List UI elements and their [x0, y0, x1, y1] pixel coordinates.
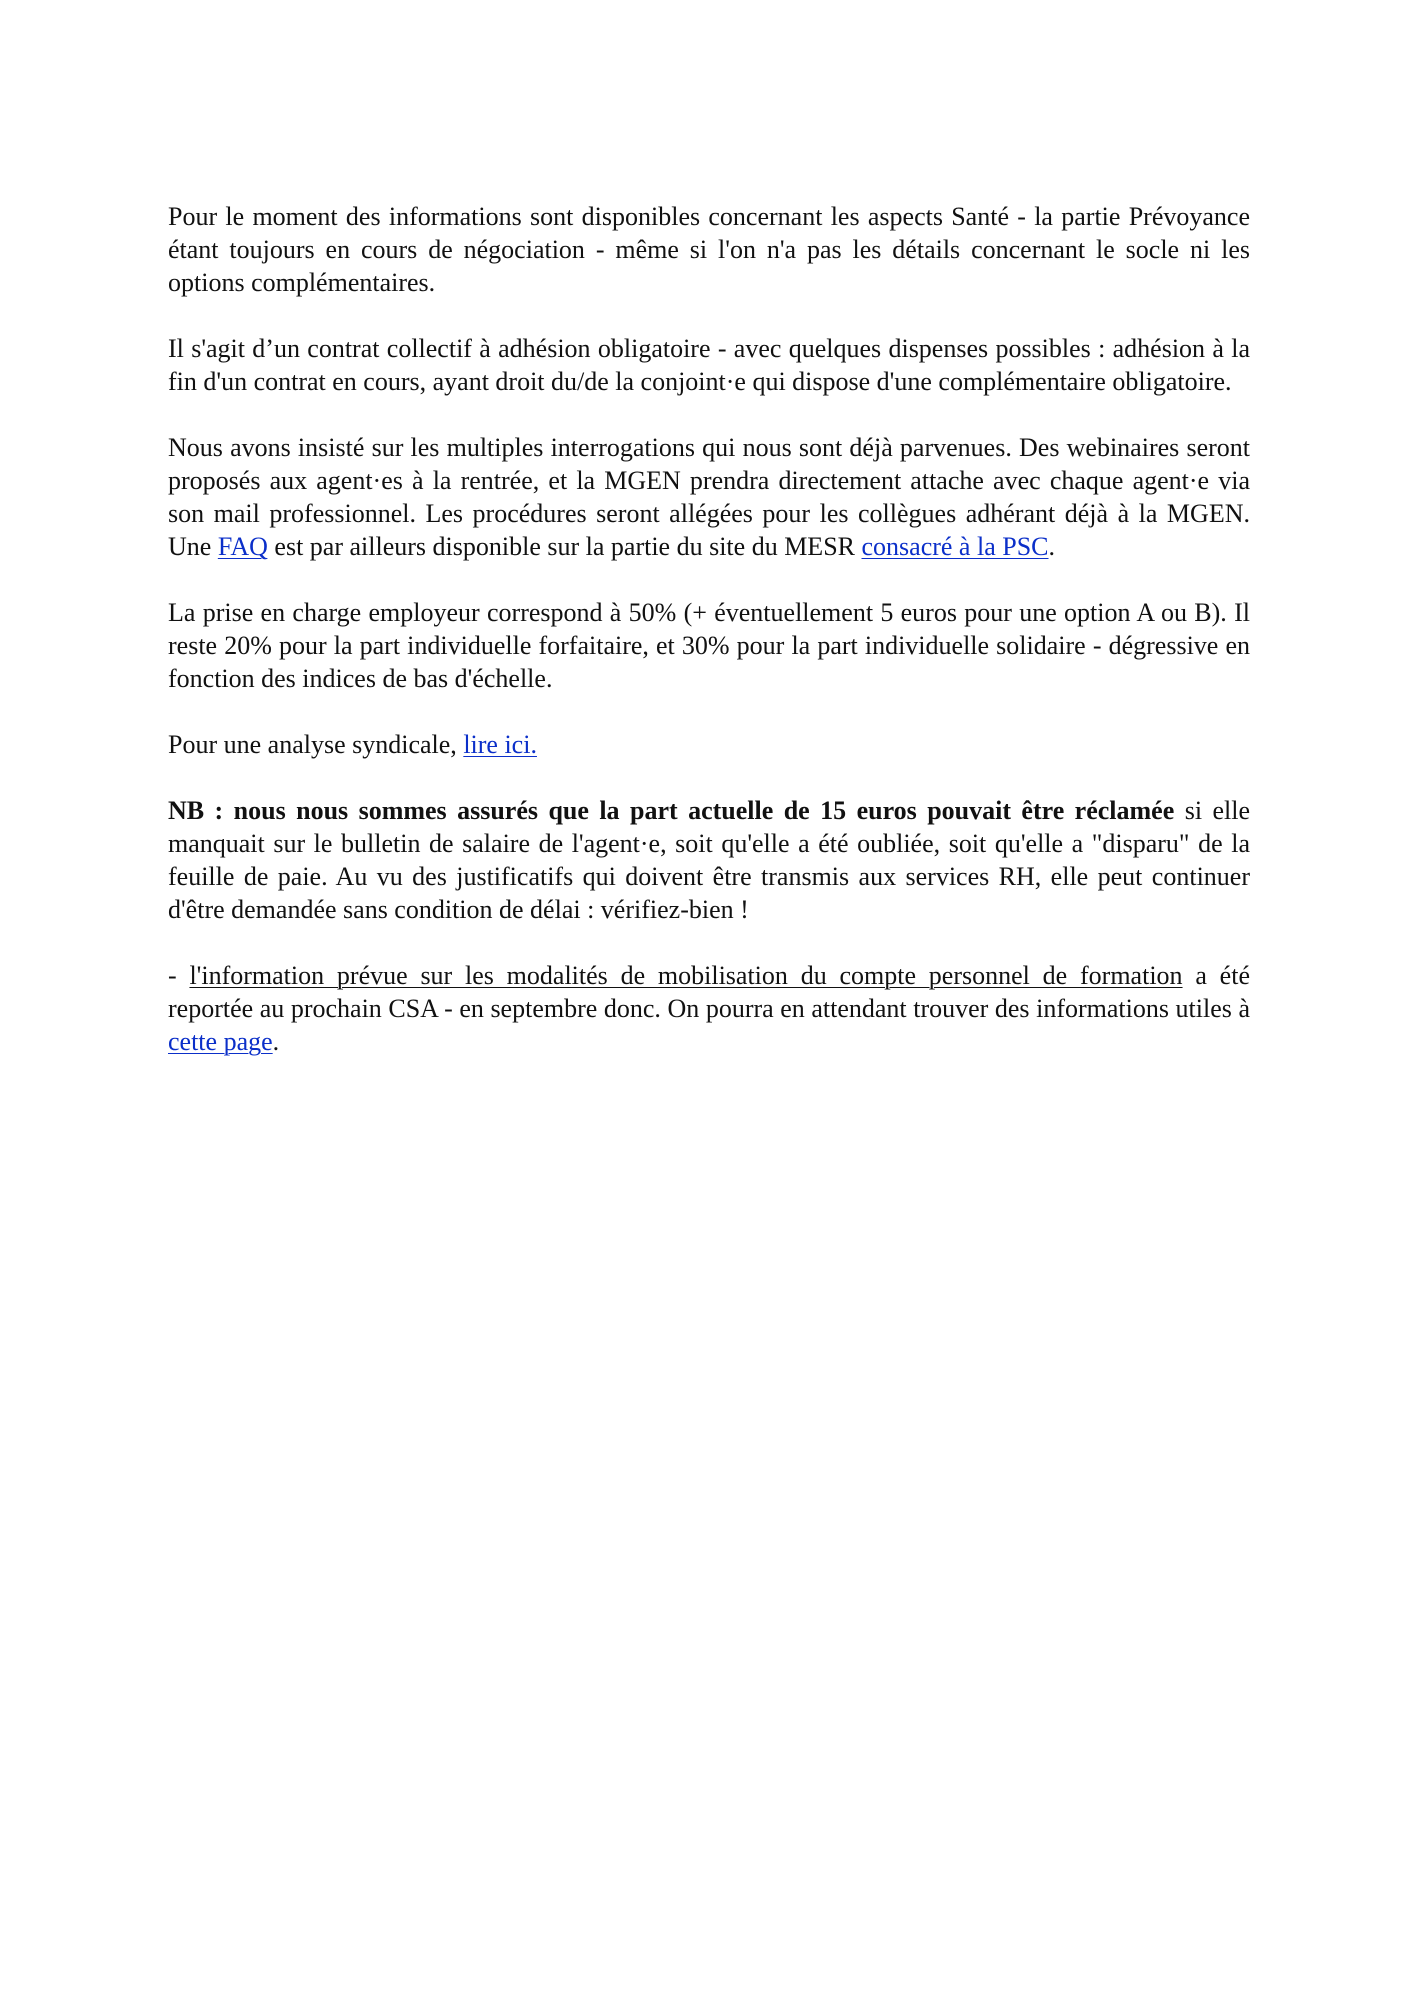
paragraph-text: est par ailleurs disponible sur la partie du site du MESR [267, 532, 862, 561]
paragraph-sante-prevoyance: Pour le moment des informations sont disponibles concernant les aspects Santé - la partie Prévoyance étant toujours en cours de négociation - même si l'on n'a pas les détails concernant le socle ni les options complémentaires. [168, 202, 1250, 297]
paragraph-text: Pour une analyse syndicale, [168, 730, 464, 759]
document-page [168, 200, 1250, 1091]
paragraph-text: . [1048, 532, 1056, 561]
paragraph-text: si elle manquait sur le bulletin de salaire de l'agent·e, soit qu'elle a été oubliée, soit qu'elle a "disparu" de la feuille de paie. Au vu des justificatifs qui doivent être transmis aux services RH, elle peut continuer d'être demandée sans condition de délai : vérifiez-bien ! [168, 796, 1251, 924]
paragraph-prefix: - [168, 961, 190, 990]
analyse-syndicale-link[interactable]: lire ici. [463, 730, 537, 759]
paragraph-interrogations [168, 431, 1250, 563]
paragraph-contrat-collectif: Il s'agit d’un contrat collectif à adhésion obligatoire - avec quelques dispenses possibles : adhésion à la fin d'un contrat en cours, ayant droit du/de la conjoint·e qui dispose d'une complémentaire obligatoire. [168, 334, 1250, 396]
paragraph-compte-formation [168, 959, 1250, 1058]
cette-page-link[interactable]: cette page [168, 1027, 273, 1056]
paragraph-text: Nous avons insisté sur les multiples interrogations qui nous sont déjà parvenues. Des webinaires seront proposés aux agent·es à la rentrée, et la MGEN prendra directement attache avec chaque agent·e via son mail professionnel. Les procédures seront allégées pour les collègues adhérant déjà à la MGEN. Une [168, 433, 1250, 561]
psc-page-link[interactable]: consacré à la PSC [861, 532, 1049, 561]
paragraph-text: . [272, 1027, 280, 1056]
cpf-information-underlined: l'information prévue sur les modalités de mobilisation du compte personnel de formation [189, 961, 1183, 990]
paragraph-prise-en-charge: La prise en charge employeur correspond à 50% (+ éventuellement 5 euros pour une option A ou B). Il reste 20% pour la part individuelle forfaitaire, et 30% pour la part individuelle solidaire - dégressive en fonction des indices de bas d'échelle. [168, 598, 1250, 693]
paragraph-nb-note [168, 794, 1250, 926]
paragraph-text: a été reportée au prochain CSA - en septembre donc. On pourra en attendant trouver des informations utiles à [168, 961, 1250, 1023]
paragraph-analyse-syndicale [168, 728, 1250, 761]
nb-bold-text: NB : nous nous sommes assurés que la part actuelle de 15 euros pouvait être réclamée [168, 796, 1175, 825]
faq-link[interactable]: FAQ [217, 532, 268, 561]
